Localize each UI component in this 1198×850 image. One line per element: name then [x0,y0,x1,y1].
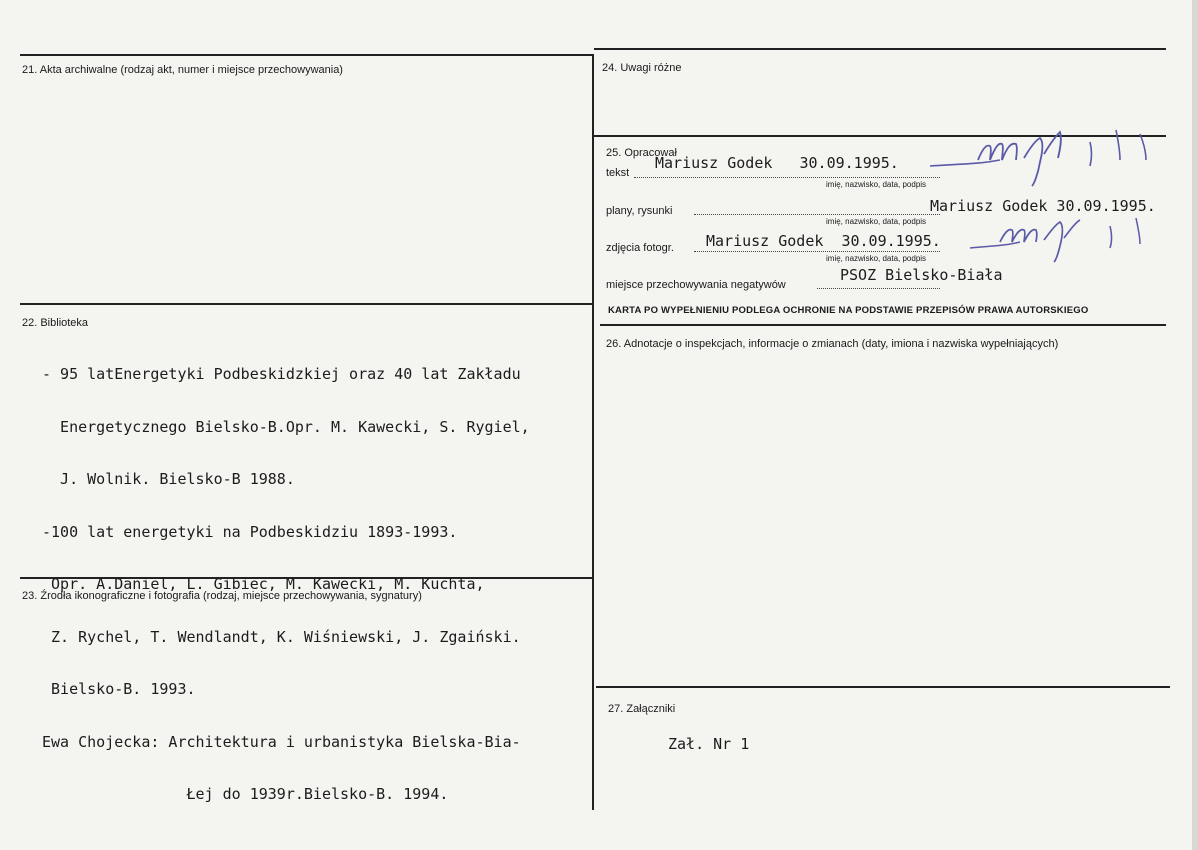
section-22-label: 22. Biblioteka [22,317,89,329]
library-line: - 95 latEnergetyki Podbeskidzkiej oraz 40 lat Zakładu [42,365,521,383]
tekst-label: tekst [606,167,630,179]
card-edge [1192,0,1198,850]
library-line: Łej do 1939r.Bielsko-B. 1994. [42,785,449,803]
miejsce-dotted-line [817,288,940,289]
plany-label: plany, rysunki [606,205,673,217]
section-25-label: 25. Opracował [606,147,677,159]
zdjecia-value: Mariusz Godek 30.09.1995. [706,232,941,250]
section-27-label: 27. Załączniki [608,703,676,715]
library-line: Bielsko-B. 1993. [42,680,196,698]
tekst-value: Mariusz Godek 30.09.1995. [655,154,899,172]
zdjecia-dotted-line [694,251,940,252]
library-line: Z. Rychel, T. Wendlandt, K. Wiśniewski, J. Zgaiński. [42,627,521,646]
plany-dotted-line [694,214,940,215]
section-21-label: 21. Akta archiwalne (rodzaj akt, numer i miejsce przechowywania) [22,64,343,76]
section-24-label: 24. Uwagi różne [602,62,682,74]
library-entries [42,331,530,839]
tekst-dotted-line [634,177,940,178]
section-23-label: 23. Źrodła ikonograficzne i fotografia (rodzaj, miejsce przechowywania, sygnatury) [22,590,422,602]
signature-zdjecia [960,212,1160,268]
library-line: Opr. A.Daniel, L. Gibiec, M. Kawecki, M. Kuchta, [42,575,485,593]
top-rule-right [594,48,1166,50]
attachments-value: Zał. Nr 1 [668,735,750,753]
rule-21-22 [20,303,592,305]
copyright-notice: KARTA PO WYPEŁNIENIU PODLEGA OCHRONIE NA PODSTAWIE PRZEPISÓW PRAWA AUTORSKIEGO [608,305,1089,316]
section-26-label: 26. Adnotacje o inspekcjach, informacje o zmianach (daty, imiona i nazwiska wypełniających) [606,338,1059,350]
zdjecia-label: zdjęcia fotogr. [606,242,674,254]
top-rule-left [20,54,592,56]
tekst-caption: imię, nazwisko, data, podpis [826,180,927,189]
library-line: -100 lat energetyki na Podbeskidziu 1893-1993. [42,522,458,541]
library-line: J. Wolnik. Bielsko-B 1988. [42,470,295,488]
library-line: Energetycznego Bielsko-B.Opr. M. Kawecki, S. Rygiel, [42,417,530,436]
miejsce-value: PSOZ Bielsko-Biała [840,266,1003,284]
rule-25-26 [600,324,1166,326]
signature-tekst [920,120,1160,190]
miejsce-label: miejsce przechowywania negatywów [606,279,786,291]
plany-caption: imię, nazwisko, data, podpis [826,217,927,226]
rule-26-27 [596,686,1170,688]
plany-value: Mariusz Godek 30.09.1995. [930,197,1156,215]
library-line: Ewa Chojecka: Architektura i urbanistyka Bielska-Bia- [42,732,521,751]
center-divider [592,54,594,810]
zdjecia-caption: imię, nazwisko, data, podpis [826,254,927,263]
